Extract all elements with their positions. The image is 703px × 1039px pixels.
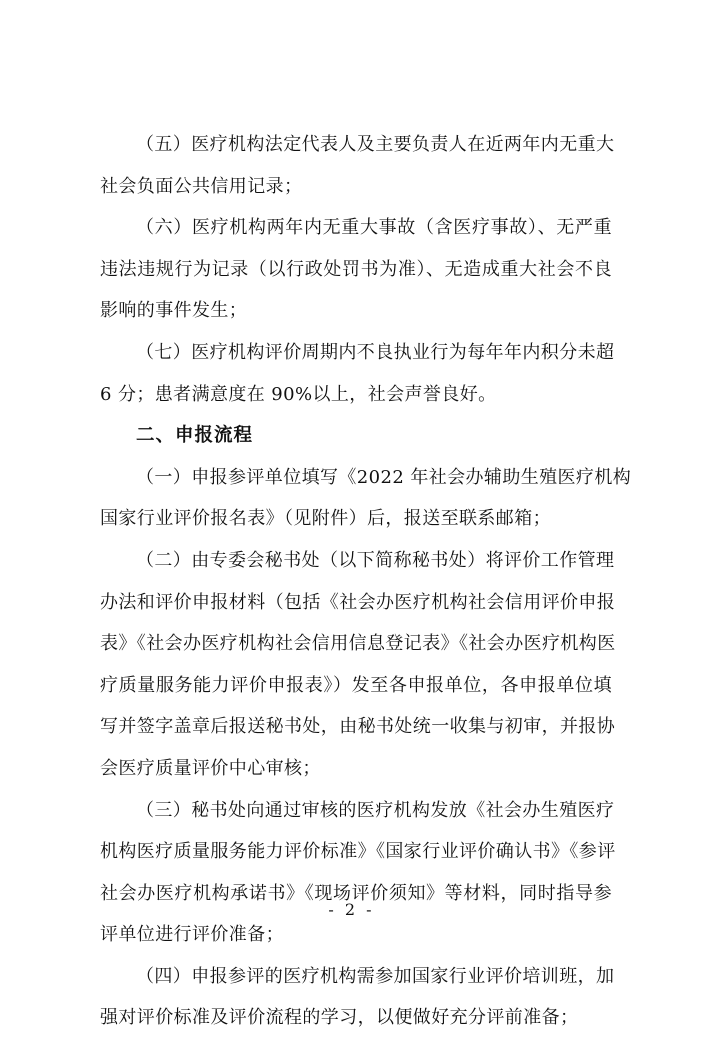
paragraph-line: （五）医疗机构法定代表人及主要负责人在近两年内无重大 — [136, 134, 615, 155]
paragraph-line: 会医疗质量评价中心审核； — [100, 757, 321, 779]
paragraph-line: 违法违规行为记录（以行政处罚书为准）、无造成重大社会不良 — [100, 258, 612, 280]
paragraph-line: （七）医疗机构评价周期内不良执业行为每年年内积分未超 — [136, 341, 615, 363]
paragraph-line: 6 分；患者满意度在 90%以上，社会声誉良好。 — [100, 383, 497, 405]
paragraph-item-7 — [100, 332, 615, 415]
paragraph-line: 社会负面公共信用记录； — [100, 175, 303, 197]
paragraph-line: 强对评价标准及评价流程的学习，以便做好充分评前准备； — [100, 1007, 579, 1029]
paragraph-line: （三）秘书处向通过审核的医疗机构发放《社会办生殖医疗 — [136, 799, 615, 821]
paragraph-line: 写并签字盖章后报送秘书处，由秘书处统一收集与初审，并报协 — [100, 716, 616, 738]
paragraph-item-6 — [100, 207, 612, 332]
paragraph-step-2 — [100, 540, 616, 790]
paragraph-line: 影响的事件发生； — [100, 300, 248, 322]
section-heading: 二、申报流程 — [136, 425, 254, 447]
paragraph-line: 表》《社会办医疗机构社会信用信息登记表》《社会办医疗机构医 — [100, 633, 616, 655]
paragraph-line: 办法和评价申报材料（包括《社会办医疗机构社会信用评价申报 — [100, 591, 616, 613]
paragraph-line: 社会办医疗机构承诺书》《现场评价须知》等材料，同时指导参 — [100, 882, 612, 904]
paragraph-step-3 — [100, 790, 616, 956]
paragraph-step-1 — [100, 457, 632, 540]
paragraph-item-5 — [100, 124, 615, 207]
paragraph-line: 评单位进行评价准备； — [100, 924, 284, 946]
paragraph-line: 机构医疗质量服务能力评价标准》《国家行业评价确认书》《参评 — [100, 841, 616, 863]
paragraph-line: 国家行业评价报名表》（见附件）后，报送至联系邮箱； — [100, 508, 551, 530]
paragraph-line: （六）医疗机构两年内无重大事故（含医疗事故）、无严重 — [136, 217, 612, 239]
paragraph-step-4 — [100, 956, 615, 1039]
paragraph-line: （一）申报参评单位填写《2022 年社会办辅助生殖医疗机构 — [136, 466, 632, 488]
paragraph-line: 疗质量服务能力评价申报表》）发至各申报单位，各申报单位填 — [100, 674, 612, 696]
page-number: - 2 - — [328, 900, 375, 919]
paragraph-line: （二）由专委会秘书处（以下简称秘书处）将评价工作管理 — [136, 549, 615, 571]
paragraph-line: （四）申报参评的医疗机构需参加国家行业评价培训班，加 — [136, 965, 615, 987]
